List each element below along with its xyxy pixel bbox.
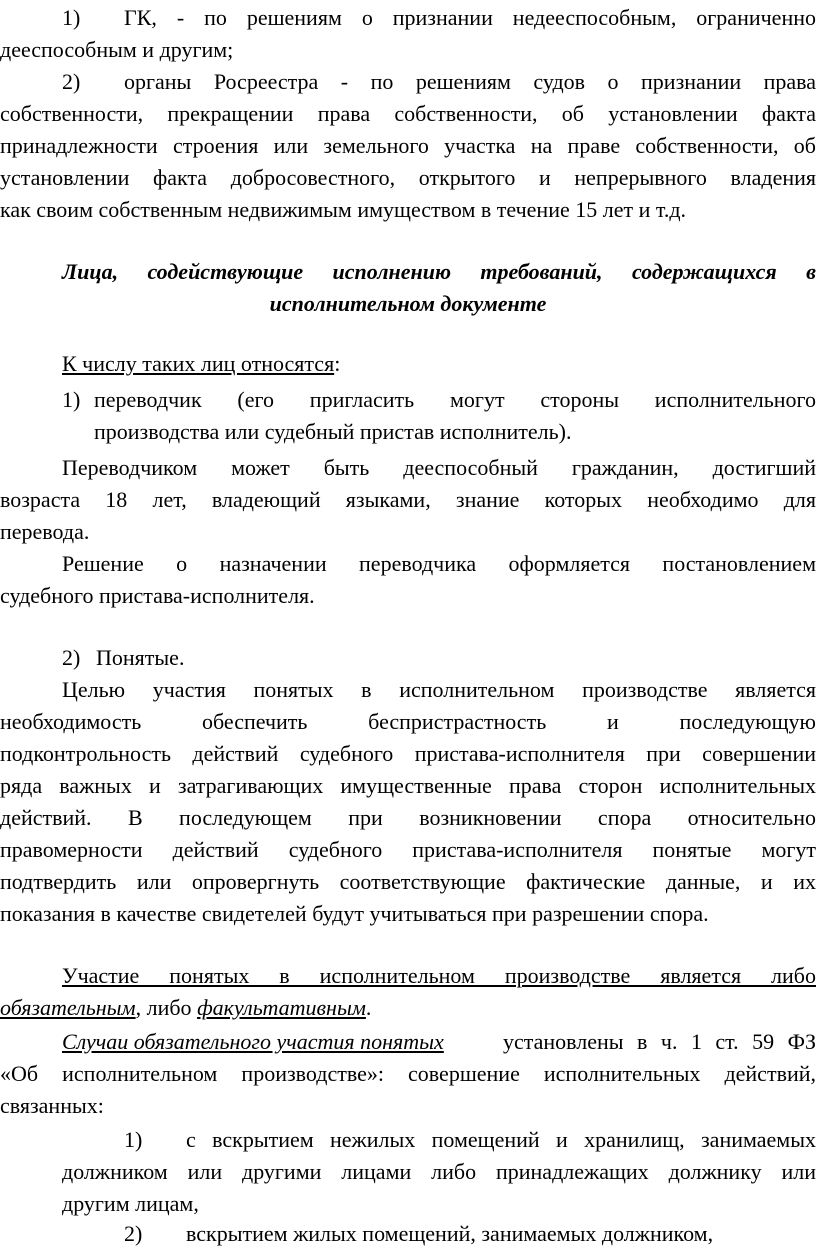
list-item [0,642,816,674]
text-line: действий. В последующем при возникновении спора относительно [0,805,816,830]
list-item [0,1218,816,1250]
list-text: органы Росреестра - по решениям судов о признании права [124,69,816,94]
text-line: подконтрольность действий судебного пристава-исполнителя при совершении [0,741,816,766]
text-line: ряда важных и затрагивающих имущественные права сторон исполнительных [0,773,816,798]
list-item [0,66,816,98]
section-heading-line2: исполнительном документе [269,291,547,316]
text-line: Участие понятых в исполнительном производстве является либо [62,963,816,988]
list-text: Понятые. [96,645,185,670]
text-line [0,1026,816,1058]
intro-line [62,348,816,380]
list-item [0,2,816,34]
text-line: Переводчиком может быть дееспособный гражданин, достигший [62,455,816,480]
text-line: должником или другими лицами либо принадлежащих должнику или [62,1159,816,1184]
list-number: 2) [124,1221,143,1246]
text-line: показания в качестве свидетелей будут учитываться при разрешении спора. [0,901,709,926]
list-text: с вскрытием нежилых помещений и хранилищ, занимаемых [186,1127,816,1152]
section-heading: Лица, содействующие исполнению требований, содержащихся в [62,259,816,284]
text-line: как своим собственным недвижимым имуществом в течение 15 лет и т.д. [0,197,687,222]
intro-colon: : [334,351,341,376]
list-number: 2) [62,69,81,94]
text-line: производства или судебный пристав исполнитель). [94,419,572,444]
text-line: принадлежности строения или земельного участка на праве собственности, об [0,133,816,158]
emphasis-optional: факультативным [197,995,366,1020]
text-line: связанных: [0,1093,104,1118]
text-line: подтвердить или опровергнуть соответствующие фактические данные, и их [0,869,816,894]
text-line: «Об исполнительном производстве»: совершение исполнительных действий, [0,1061,816,1086]
list-text: переводчик (его пригласить могут стороны исполнительного [94,387,816,412]
text-line: перевода. [0,519,90,544]
text-line: необходимость обеспечить беспристрастность и последующую [0,709,816,734]
list-item [0,1124,816,1156]
text-line: правомерности действий судебного пристава-исполнителя понятые могут [0,837,816,862]
emphasis-obligatory: обязательным [0,995,136,1020]
text-line: судебного пристава-исполнителя. [0,583,315,608]
intro-text: К числу таких лиц относятся [62,351,335,376]
text-line: дееспособным и другим; [0,37,234,62]
list-number: 1) [62,5,81,30]
text-line: другим лицам, [62,1191,199,1216]
text-line: возраста 18 лет, владеющий языками, знание которых необходимо для [0,487,816,512]
list-text: вскрытием жилых помещений, занимаемых должником, [186,1221,714,1246]
text-line: установлении факта добросовестного, открытого и непрерывного владения [0,165,816,190]
text-line: Решение о назначении переводчика оформляется постановлением [62,551,816,576]
list-item [0,384,816,416]
text-line [0,992,816,1024]
list-number: 1) [124,1127,143,1152]
text-line: Целью участия понятых в исполнительном производстве является [62,677,816,702]
text-line: собственности, прекращении права собственности, об установлении факта [0,101,816,126]
list-text: ГК, - по решениям о признании недееспособным, ограниченно [124,5,816,30]
list-number: 2) [62,645,81,670]
cases-label: Случаи обязательного участия понятых [62,1029,444,1054]
text-fragment: установлены в ч. 1 ст. 59 ФЗ [503,1029,816,1054]
text-fragment: . [365,995,372,1020]
text-fragment: , либо [135,995,198,1020]
list-number: 1) [62,387,81,412]
